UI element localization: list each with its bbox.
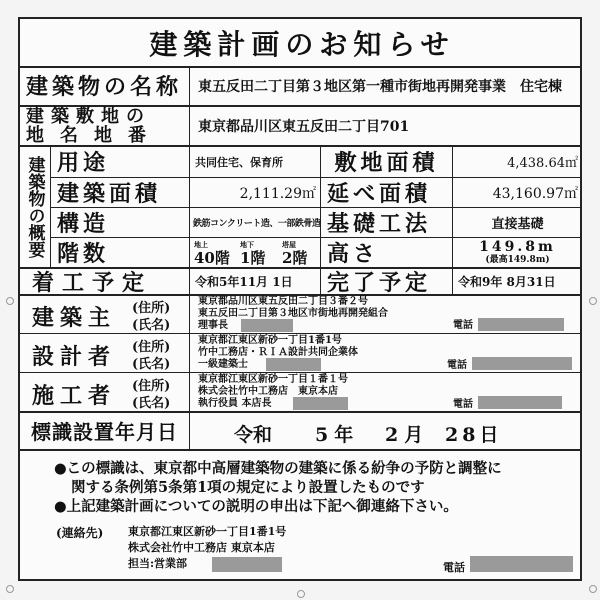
designer-label: 設計者 bbox=[32, 344, 117, 370]
address-label: (住所) bbox=[132, 379, 171, 394]
contact-company: 株式会社竹中工務店 東京本店 bbox=[128, 541, 275, 554]
contractor-representative: 執行役員 本店長 bbox=[198, 398, 272, 409]
construction-notice-sign bbox=[18, 17, 582, 581]
redacted-phone bbox=[478, 396, 562, 409]
phone-label: 電話 bbox=[453, 399, 473, 410]
screw bbox=[6, 585, 14, 593]
redacted-contact-name bbox=[212, 557, 282, 572]
note-1-line-2: 関する条例第5条第1項の規定により設置したものです bbox=[71, 479, 425, 496]
building-area-label: 建築面積 bbox=[57, 181, 162, 207]
structure-value: 鉄筋コンクリート造、一部鉄骨造 bbox=[193, 219, 321, 229]
start-value: 令和5年11月 1日 bbox=[195, 274, 293, 289]
sign-date-value bbox=[190, 412, 582, 449]
below-ground-floors: 1階 bbox=[240, 249, 266, 267]
site-label-line2: 地名地番 bbox=[26, 125, 162, 146]
designer-organization: 竹中工務店・ＲＩＡ設計共同企業体 bbox=[198, 347, 358, 358]
owner-representative: 理事長 bbox=[198, 320, 228, 331]
contractor-label: 施工者 bbox=[32, 383, 117, 409]
address-label: (住所) bbox=[132, 301, 171, 316]
name-label: (氏名) bbox=[132, 357, 171, 372]
building-name-value: 東五反田二丁目第３地区第一種市街地再開発事業 住宅棟 bbox=[198, 78, 562, 95]
contractor-organization: 株式会社竹中工務店 東京本店 bbox=[198, 386, 338, 397]
penthouse-label: 塔屋 bbox=[282, 240, 296, 249]
contact-address: 東京都江東区新砂一丁目1番1号 bbox=[128, 525, 287, 538]
sign-date-label: 標識設置年月日 bbox=[31, 420, 178, 444]
building-area-value: 2,111.29㎡ bbox=[239, 185, 316, 202]
redacted-contact-phone bbox=[470, 556, 573, 572]
above-ground-floors: 40階 bbox=[194, 249, 230, 267]
screw bbox=[589, 585, 597, 593]
notes bbox=[54, 459, 502, 516]
above-ground-label: 地上 bbox=[194, 240, 208, 249]
total-floor-area-value: 43,160.97㎡ bbox=[492, 185, 578, 202]
height-main: 149.8m bbox=[479, 239, 556, 255]
sign-date-year: 5年 bbox=[315, 424, 360, 446]
start-label: 着工予定 bbox=[32, 269, 153, 296]
contractor-label-cell bbox=[20, 373, 189, 411]
screw bbox=[297, 590, 305, 598]
site-label bbox=[20, 106, 189, 145]
site-label-line1: 建築敷地の bbox=[26, 106, 151, 127]
redacted-phone bbox=[472, 357, 572, 370]
building-name-label: 建築物の名称 bbox=[26, 74, 183, 100]
redacted-phone bbox=[478, 318, 564, 331]
structure-label: 構造 bbox=[57, 211, 110, 237]
completion-value: 令和9年 8月31日 bbox=[458, 274, 556, 289]
sign-title: 建築計画のお知らせ bbox=[149, 27, 455, 61]
name-label: (氏名) bbox=[132, 318, 171, 333]
owner-label-cell bbox=[20, 295, 189, 333]
foundation-label: 基礎工法 bbox=[327, 211, 432, 237]
completion-label: 完了予定 bbox=[327, 269, 432, 296]
owner-label: 建築主 bbox=[32, 305, 117, 331]
sign-date-day: 28日 bbox=[445, 424, 503, 446]
redacted-name bbox=[293, 397, 348, 410]
height-value bbox=[453, 238, 582, 267]
owner-organization: 東五反田二丁目第３地区市街地再開発組合 bbox=[198, 308, 388, 319]
redacted-name bbox=[266, 358, 321, 371]
floors-label: 階数 bbox=[57, 241, 110, 267]
use-label: 用途 bbox=[57, 150, 110, 176]
foundation-value: 直接基礎 bbox=[491, 217, 544, 232]
below-ground-label: 地下 bbox=[240, 240, 254, 249]
note-1-line-1: ●この標識は、東京都中高層建築物の建築に係る紛争の予防と調整に bbox=[54, 460, 502, 477]
contractor-address: 東京都江東区新砂一丁目１番１号 bbox=[198, 374, 348, 385]
height-max: (最高149.8m) bbox=[485, 255, 550, 265]
designer-label-cell bbox=[20, 334, 189, 372]
contact-label: (連絡先) bbox=[56, 526, 104, 540]
site-value: 東京都品川区東五反田二丁目701 bbox=[198, 118, 410, 135]
use-value: 共同住宅、保育所 bbox=[195, 155, 283, 169]
site-area-value: 4,438.64㎡ bbox=[507, 156, 578, 171]
screw bbox=[6, 297, 14, 305]
phone-label: 電話 bbox=[447, 360, 467, 371]
sign-date-era: 令和 bbox=[234, 424, 273, 446]
address-label: (住所) bbox=[132, 340, 171, 355]
overview-label: 建築物の概要 bbox=[24, 155, 45, 258]
name-label: (氏名) bbox=[132, 396, 171, 411]
phone-label: 電話 bbox=[443, 561, 465, 574]
screw bbox=[589, 297, 597, 305]
height-label: 高さ bbox=[327, 241, 380, 267]
total-floor-area-label: 延べ面積 bbox=[327, 181, 432, 207]
contact-department: 担当:営業部 bbox=[128, 557, 188, 570]
sign-date-month: 2月 bbox=[385, 424, 430, 446]
note-2: ●上記建築計画についての説明の申出は下記へ御連絡下さい。 bbox=[54, 498, 458, 515]
owner-address: 東京都品川区東五反田二丁目３番２号 bbox=[198, 296, 368, 307]
designer-address: 東京都江東区新砂一丁目1番1号 bbox=[198, 335, 342, 346]
designer-representative: 一級建築士 bbox=[198, 359, 248, 370]
penthouse-floors: 2階 bbox=[282, 249, 308, 267]
phone-label: 電話 bbox=[453, 320, 473, 331]
floors-value bbox=[190, 238, 320, 267]
site-area-label: 敷地面積 bbox=[334, 150, 439, 176]
redacted-name bbox=[241, 319, 293, 332]
